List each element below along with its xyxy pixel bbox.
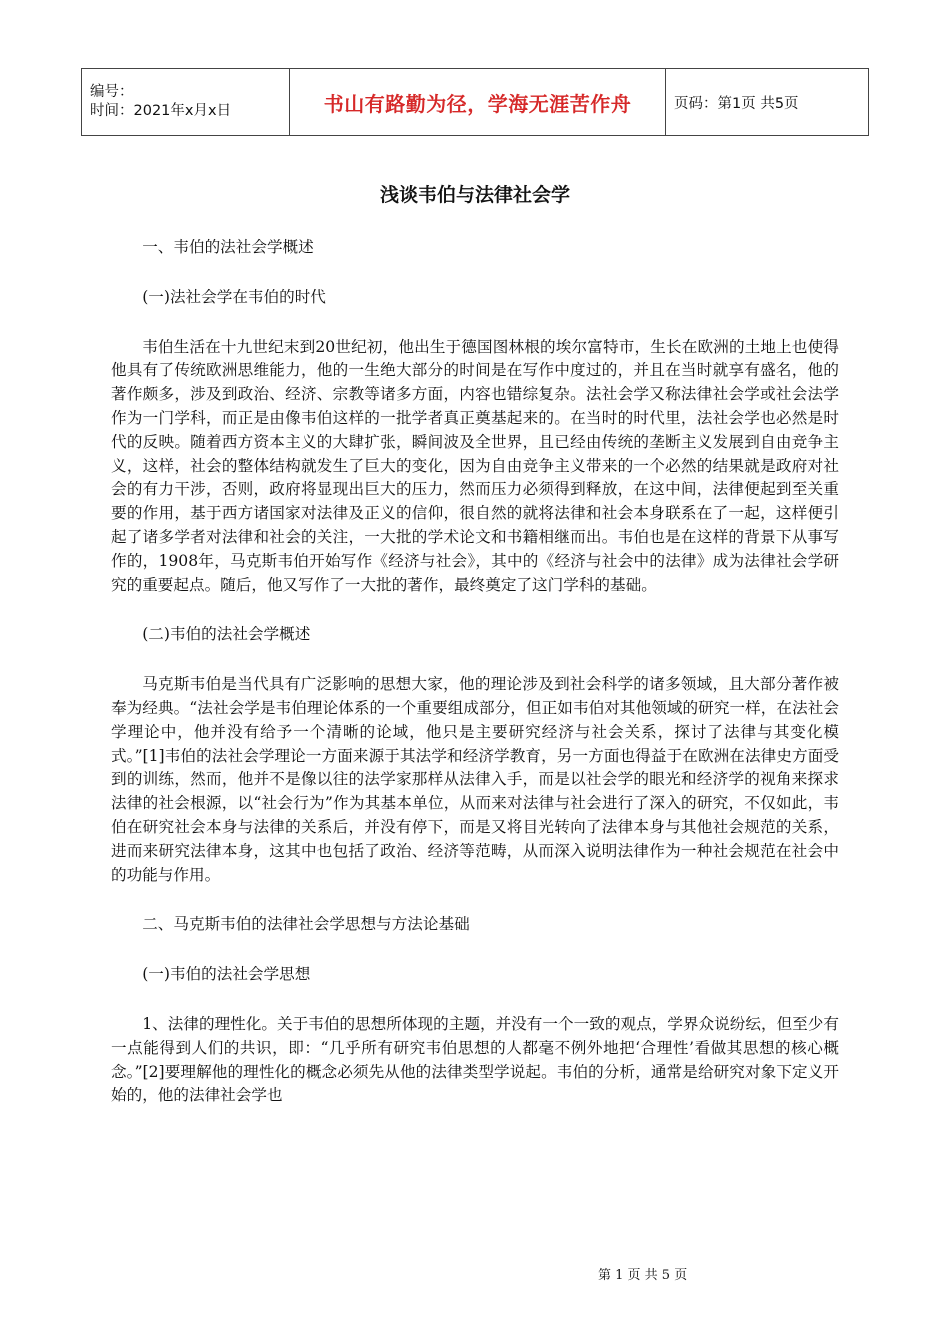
document-body [111, 236, 839, 1134]
motto: 书山有路勤为径，学海无涯苦作舟 [290, 69, 666, 136]
page-info: 页码：第1页 共5页 [666, 69, 869, 136]
header-info-cell [82, 69, 290, 136]
paragraph: 1、法律的理性化。关于韦伯的思想所体现的主题，并没有一个一致的观点，学界众说纷纭，但至少有一点能得到人们的共识，即：“几乎所有研究韦伯思想的人都毫不例外地把‘合理性’看做其思想的核心概念。”[2]要理解他的理性化的概念必须先从他的法律类型学说起。韦伯的分析，通常是给研究对象下定义开始的，他的法律社会学也 [111, 1014, 839, 1105]
subsection-heading: (二)韦伯的法社会学概述 [142, 625, 311, 644]
time-label: 时间：2021年x月x日 [90, 103, 232, 119]
subsection-heading: (一)法社会学在韦伯的时代 [142, 287, 326, 306]
section-heading: 二、马克斯韦伯的法律社会学思想与方法论基础 [142, 915, 470, 934]
number-label: 编号： [90, 84, 134, 100]
subsection-heading: (一)韦伯的法社会学思想 [142, 965, 311, 984]
document-title: 浅谈韦伯与法律社会学 [379, 184, 570, 206]
paragraph: 马克斯韦伯是当代具有广泛影响的思想大家，他的理论涉及到社会科学的诸多领域，且大部分著作被奉为经典。“法社会学是韦伯理论体系的一个重要组成部分，但正如韦伯对其他领域的研究一样，在法社会学理论中，他并没有给予一个清晰的论域，他只是主要研究经济与社会关系，探讨了法律与其变化模式。”[1]韦伯的法社会学理论一方面来源于其法学和经济学教育，另一方面也得益于在欧洲在法律史方面受到的训练，然而，他并不是像以往的法学家那样从法律入手，而是以社会学的眼光和经济学的视角来探求法律的社会根源，以“社会行为”作为其基本单位，从而来对法律与社会进行了深入的研究，不仅如此，韦伯在研究社会本身与法律的关系后，并没有停下，而是又将目光转向了法律本身与其他社会规范的关系，进而来研究法律本身，这其中也包括了政治、经济等范畴，从而深入说明法律作为一种社会规范在社会中的功能与作用。 [111, 675, 839, 884]
header-table [81, 68, 869, 136]
paragraph: 韦伯生活在十九世纪末到20世纪初，他出生于德国图林根的埃尔富特市，生长在欧洲的土地上也使得他具有了传统欧洲思维能力，他的一生绝大部分的时间是在写作中度过的，并且在当时就享有盛名，他的著作颇多，涉及到政治、经济、宗教等诸多方面，内容也错综复杂。法社会学又称法律社会学或社会法学作为一门学科，而正是由像韦伯这样的一批学者真正奠基起来的。在当时的时代里，法社会学也必然是时代的反映。随着西方资本主义的大肆扩张，瞬间波及全世界，且已经由传统的垄断主义发展到自由竞争主义，这样，社会的整体结构就发生了巨大的变化，因为自由竞争主义带来的一个必然的结果就是政府对社会的有力干涉，否则，政府将显现出巨大的压力，然而压力必须得到释放，在这中间，法律便起到至关重要的作用，基于西方诸国家对法律及正义的信仰，很自然的就将法律和社会本身联系在了一起，这样便引起了诸多学者对法律和社会的关注，一大批的学术论文和书籍相继而出。韦伯也是在这样的背景下从事写作的，1908年，马克斯韦伯开始写作《经济与社会》，其中的《经济与社会中的法律》成为法律社会学研究的重要起点。随后，他又写作了一大批的著作，最终奠定了这门学科的基础。 [111, 337, 839, 594]
section-heading: 一、韦伯的法社会学概述 [142, 238, 314, 256]
page-footer: 第 1 页 共 5 页 [598, 1268, 688, 1283]
